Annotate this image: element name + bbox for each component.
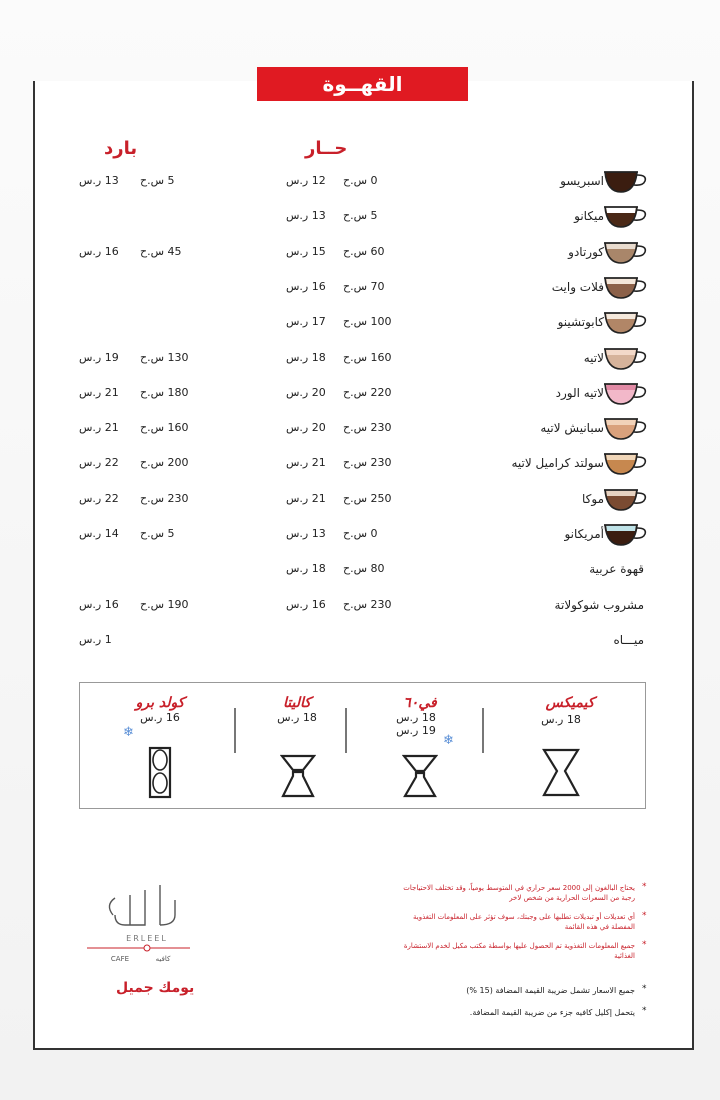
menu-item	[0, 413, 720, 443]
item-name: اسبريسو	[560, 174, 604, 188]
hot-calories: 60 س.ح	[343, 244, 385, 258]
hot-calories: 5 س.ح	[343, 209, 378, 223]
coffee-cup-icon	[603, 307, 649, 335]
brew-kalita	[252, 683, 342, 810]
coffee-cup-icon	[603, 343, 649, 371]
menu-item	[0, 166, 720, 196]
item-name: سولتد كراميل لاتيه	[511, 456, 604, 471]
cold-calories: 180 س.ح	[140, 385, 189, 399]
cold-brew-icon	[147, 745, 173, 800]
hot-calories: 0 س.ح	[343, 527, 378, 540]
chemex-icon	[541, 747, 581, 799]
cold-calories: 5 س.ح	[140, 174, 175, 187]
brew-name: كولد برو	[135, 695, 185, 711]
kalita-icon	[280, 753, 316, 799]
coffee-cup-icon	[603, 237, 649, 265]
cold-price: 16 ر.س	[79, 244, 119, 258]
hot-price: 13 ر.س	[286, 209, 326, 223]
cold-calories: 45 س.ح	[140, 244, 182, 258]
coffee-cup-icon	[603, 448, 649, 476]
coffee-cup-icon	[603, 201, 649, 229]
menu-item	[0, 554, 720, 584]
note-2: أي تعديلات أو تبديلات تطلبها على وجبتك، سوف تؤثر على المعلومات التغذوية المفصلة في هذه القائمة	[413, 913, 635, 931]
item-name: لاتيه الورد	[555, 385, 604, 400]
note-bullet: *	[642, 911, 647, 921]
item-name: مشروب شوكولاتة	[554, 597, 644, 612]
item-name: ميكانو	[574, 209, 604, 224]
item-name: كورتادو	[568, 244, 604, 259]
hot-calories: 230 س.ح	[343, 456, 392, 470]
brew-methods-box	[79, 682, 646, 809]
item-name: ميـــاه	[613, 632, 644, 647]
menu-item	[0, 272, 720, 302]
menu-item	[0, 343, 720, 373]
menu-item	[0, 201, 720, 231]
cold-header: بارد	[104, 138, 138, 159]
tax-bullet: *	[642, 1006, 647, 1016]
snowflake-icon: ❄	[443, 733, 454, 748]
v60-icon	[402, 753, 438, 799]
vat-note: جميع الاسعار تشمل ضريبة القيمة المضافة (15 %)	[466, 986, 635, 995]
brew-price: 18 ر.س	[396, 711, 436, 724]
cold-price: 1 ر.س	[79, 632, 112, 646]
cold-price: 22 ر.س	[79, 491, 119, 505]
coffee-cup-icon	[603, 166, 649, 194]
cold-price: 21 ر.س	[79, 421, 119, 435]
note-3: جميع المعلومات التغذوية تم الحصول عليها بواسطة مكتب مكيل لخدم الاستشارة الغذائية	[403, 942, 635, 960]
hot-calories: 230 س.ح	[343, 597, 392, 611]
cold-calories: 190 س.ح	[140, 597, 189, 611]
hot-calories: 220 س.ح	[343, 385, 392, 399]
hot-price: 20 ر.س	[286, 421, 326, 435]
tagline: يومك جميل	[116, 980, 195, 996]
hot-price: 16 ر.س	[286, 597, 326, 611]
note-bullet: *	[642, 882, 647, 892]
hot-calories: 230 س.ح	[343, 421, 392, 435]
brew-name: كاليتا	[283, 695, 311, 711]
hot-price: 15 ر.س	[286, 244, 326, 258]
hot-price: 20 ر.س	[286, 385, 326, 399]
cold-calories: 160 س.ح	[140, 421, 189, 435]
brew-price: 18 ر.س	[277, 711, 317, 724]
hot-price: 13 ر.س	[286, 527, 326, 540]
cold-price: 22 ر.س	[79, 456, 119, 470]
item-name: كابوتشينو	[557, 315, 604, 330]
hot-price: 16 ر.س	[286, 279, 326, 293]
item-name: موكا	[582, 491, 604, 506]
brew-price: 16 ر.س	[140, 711, 180, 724]
brew-name: كيميكس	[545, 695, 595, 711]
hot-calories: 70 س.ح	[343, 279, 385, 293]
item-name: لاتيه	[583, 350, 604, 365]
coffee-cup-icon	[603, 413, 649, 441]
hot-header: حــار	[305, 138, 348, 159]
hot-calories: 250 س.ح	[343, 491, 392, 505]
erleel-logo	[85, 870, 210, 970]
cold-price: 21 ر.س	[79, 385, 119, 399]
cold-price: 13 ر.س	[79, 174, 119, 187]
menu-item	[0, 484, 720, 514]
coffee-cup-icon	[603, 519, 649, 547]
logo-cafe-ar: كافيه	[155, 955, 171, 963]
brew-cold-brew	[105, 683, 215, 810]
hot-price: 12 ر.س	[286, 174, 326, 187]
menu-item	[0, 590, 720, 620]
tax-bullet: *	[642, 984, 647, 994]
hot-price: 21 ر.س	[286, 491, 326, 505]
brew-name: في٦٠	[403, 695, 437, 711]
cold-price: 16 ر.س	[79, 597, 119, 611]
cold-calories: 130 س.ح	[140, 350, 189, 364]
coffee-cup-icon	[603, 272, 649, 300]
cold-calories: 5 س.ح	[140, 527, 175, 540]
hot-price: 18 ر.س	[286, 562, 326, 576]
item-name: أمريكانو	[564, 527, 604, 541]
hot-calories: 0 س.ح	[343, 174, 378, 187]
snowflake-icon: ❄	[123, 725, 134, 740]
cold-price: 19 ر.س	[79, 350, 119, 364]
item-name: سبانيش لاتيه	[540, 421, 604, 436]
menu-item	[0, 625, 720, 655]
item-name: قهوة عربية	[589, 562, 644, 577]
hot-price: 17 ر.س	[286, 315, 326, 329]
hot-calories: 80 س.ح	[343, 562, 385, 576]
hot-price: 21 ر.س	[286, 456, 326, 470]
cold-calories: 200 س.ح	[140, 456, 189, 470]
note-bullet: *	[642, 940, 647, 950]
brew-v60	[370, 683, 470, 810]
brew-price: 18 ر.س	[541, 713, 581, 726]
menu-item	[0, 448, 720, 478]
cold-price: 14 ر.س	[79, 527, 119, 540]
menu-item	[0, 519, 720, 549]
hot-calories: 160 س.ح	[343, 350, 392, 364]
menu-item	[0, 378, 720, 408]
menu-item	[0, 307, 720, 337]
brew-price-cold: 19 ر.س	[396, 724, 436, 737]
menu-item	[0, 237, 720, 267]
brew-chemex	[510, 683, 630, 810]
coffee-cup-icon	[603, 484, 649, 512]
note-1: يحتاج البالغون إلى 2000 سعر حراري في المتوسط يومياً، وقد تختلف الاحتياجات رجبة من السعرات الحرارية من شخص لاخر	[403, 884, 635, 902]
hot-calories: 100 س.ح	[343, 315, 392, 329]
logo-cafe: CAFE	[110, 955, 130, 963]
item-name: فلات وايت	[551, 279, 604, 294]
cold-calories: 230 س.ح	[140, 491, 189, 505]
page-title: القهــوة	[257, 67, 468, 101]
logo-brand: ERLEEL	[126, 934, 168, 943]
hot-price: 18 ر.س	[286, 350, 326, 364]
vat-share-note: يتحمل إكليل كافيه جزء من ضريبة القيمة المضافة.	[469, 1008, 635, 1017]
coffee-cup-icon	[603, 378, 649, 406]
